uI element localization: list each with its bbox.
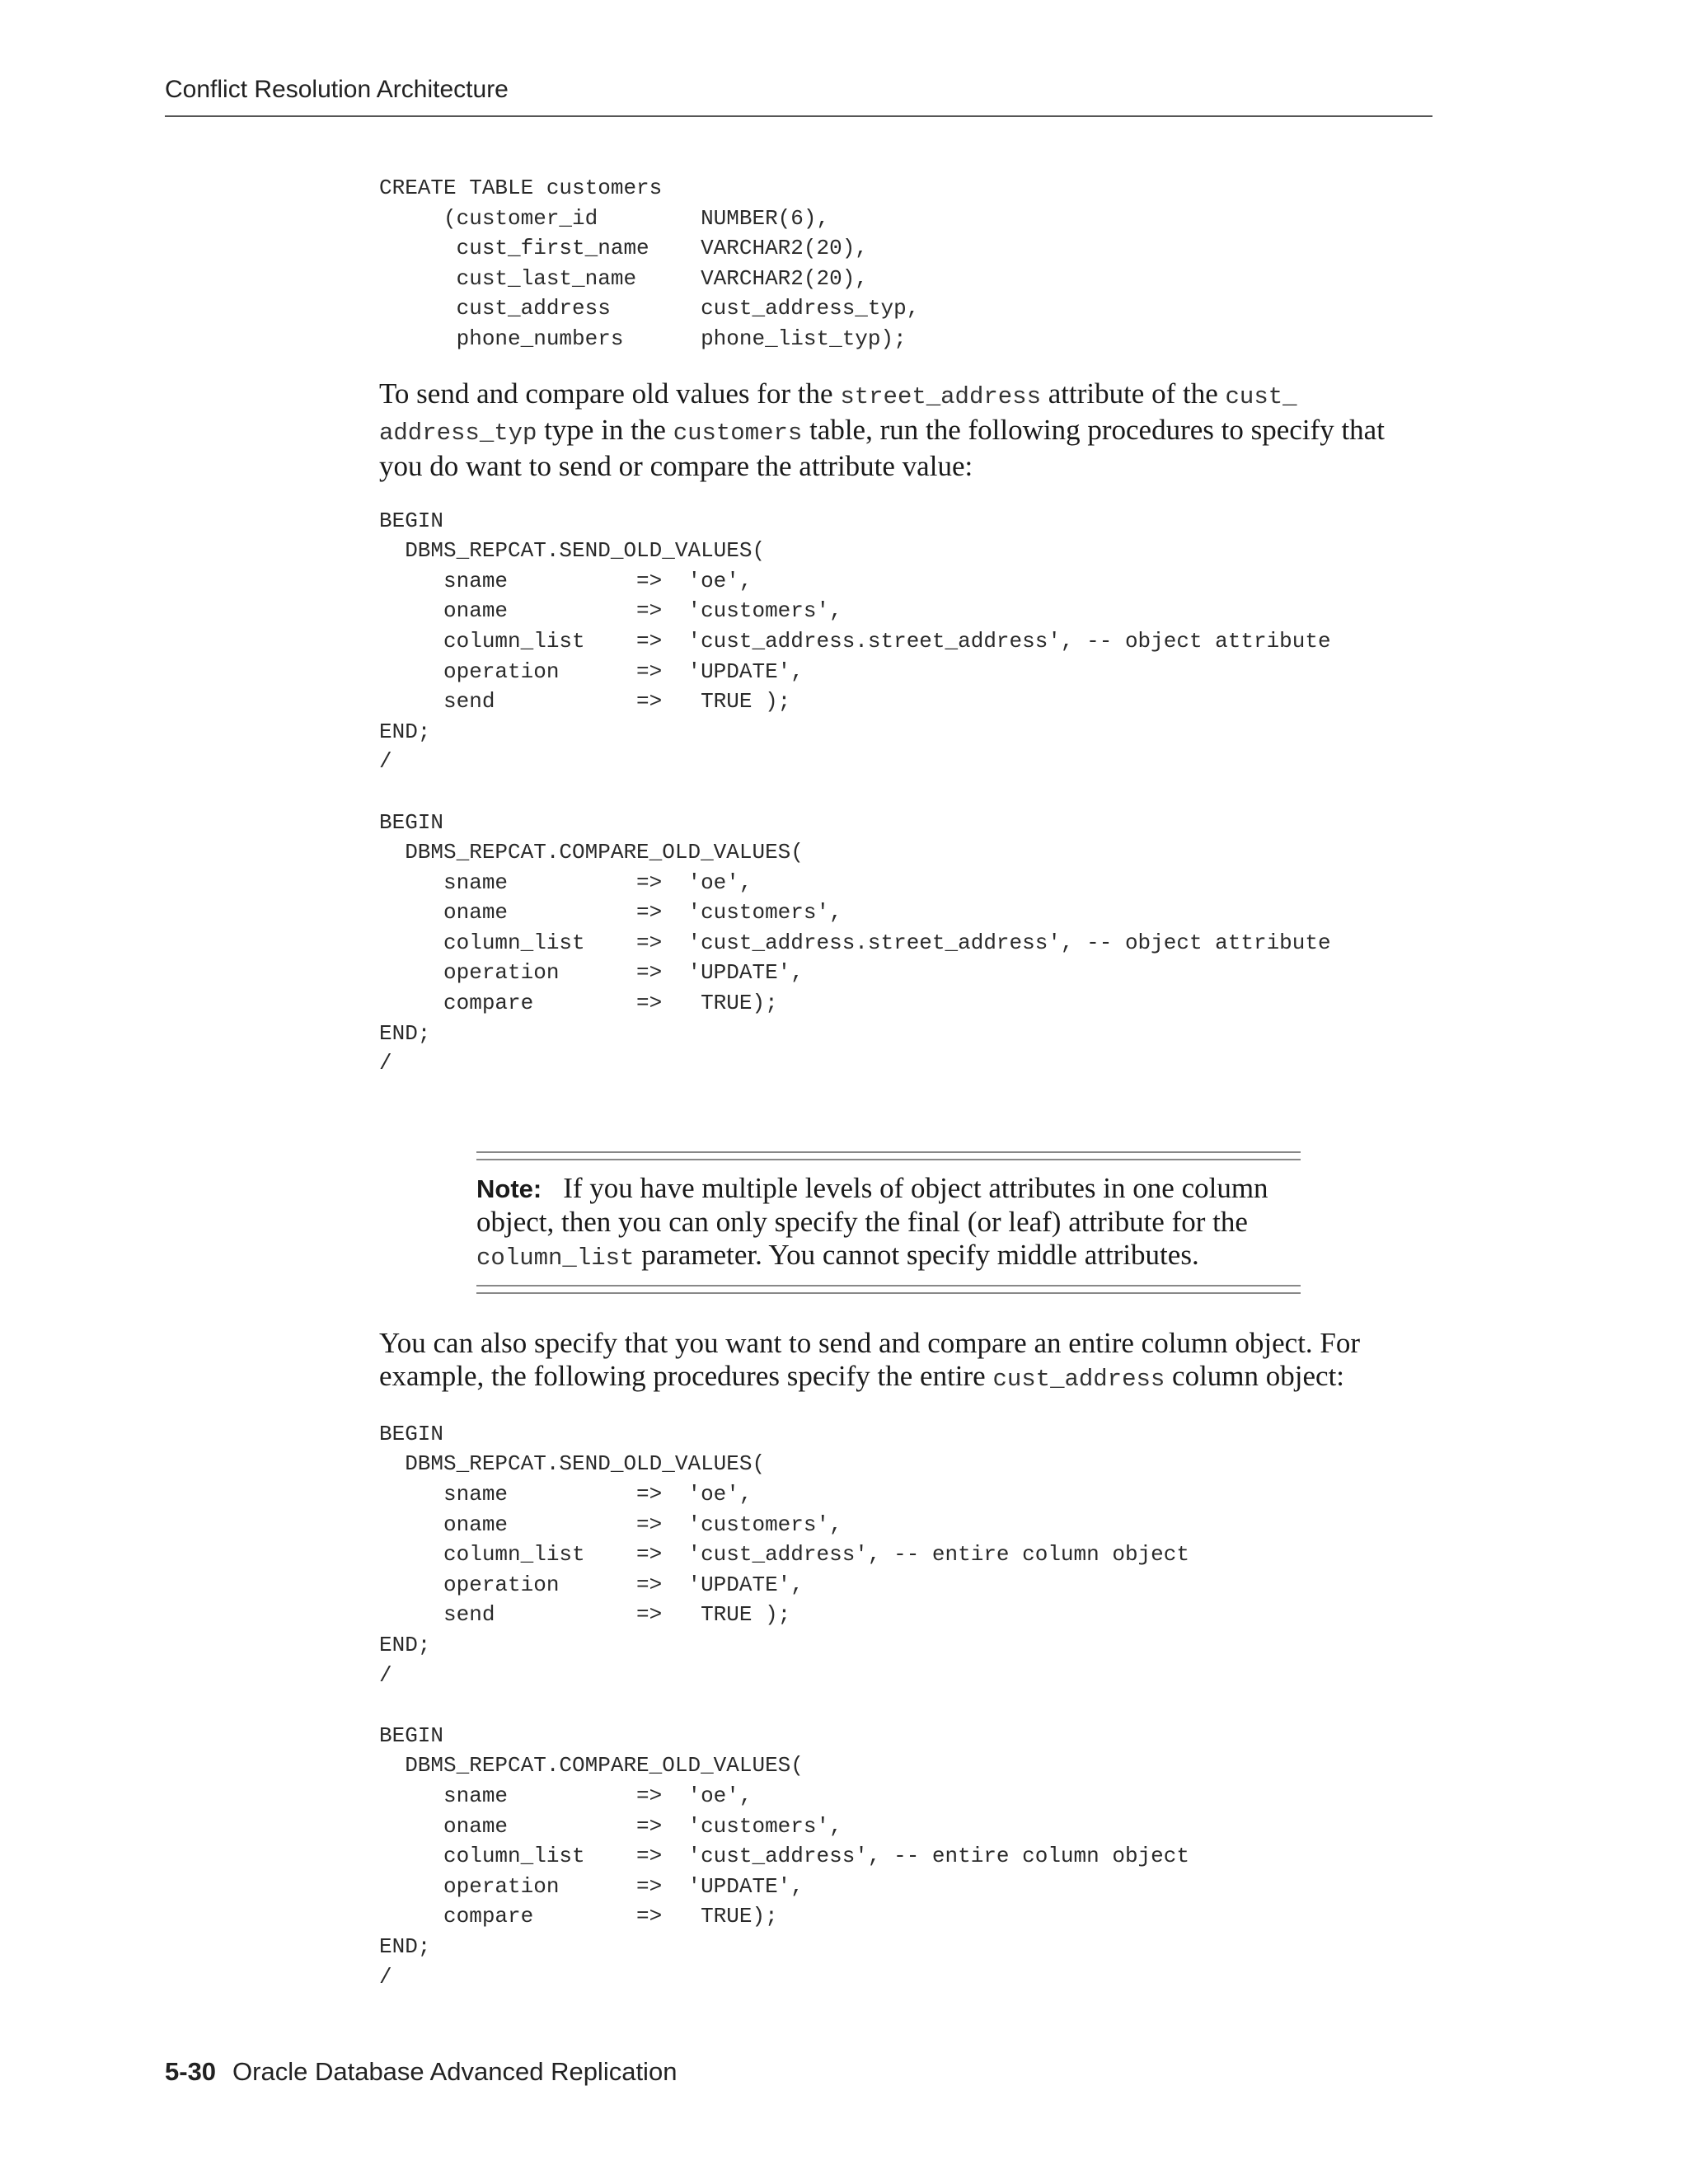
inline-code-cust-address: cust_address [992,1365,1165,1393]
paragraph-send-compare-attribute [379,377,1434,483]
note-top-rule [476,1151,1301,1160]
note-bottom-rule [476,1285,1301,1294]
inline-code-address-typ: address_typ [379,419,537,447]
inline-code-street-address: street_address [840,382,1041,410]
code-create-table: CREATE TABLE customers (customer_id NUMBER(6), cust_first_name VARCHAR2(20), cust_last_name VARCHAR2(20), cust_address cust_address_typ, phone_numbers phone_list_typ); [379,176,920,351]
book-title: Oracle Database Advanced Replication [232,2057,678,2086]
code-column-object-procedures: BEGIN DBMS_REPCAT.SEND_OLD_VALUES( sname => 'oe', oname => 'customers', column_list => 'cust_address', -- entire column object operation => 'UPDATE', send => TRUE ); END; / BEGIN DBMS_REPCAT.COMPARE_OLD_VALUES( sname => 'oe', oname => 'customers', column_list => 'cust_address', -- entire column object operation => 'UPDATE', compare => TRUE); END; / [379,1421,1189,1990]
text: attribute of the [1040,377,1226,410]
text: If you have multiple levels of object attributes in one column object, then you can only specify the final (or leaf) attribute for the [476,1171,1268,1238]
page-footer [165,2057,677,2087]
text: parameter. You cannot specify middle attributes. [634,1238,1199,1271]
note-text [476,1160,1301,1285]
note-label: Note: [476,1174,542,1203]
header-rule [165,115,1432,117]
inline-code-cust: cust_ [1225,382,1297,410]
note-box [476,1151,1301,1294]
text: type in the [537,413,673,446]
running-header: Conflict Resolution Architecture [165,76,509,103]
inline-code-column-list: column_list [476,1244,635,1272]
paragraph-entire-column-object [379,1327,1434,1396]
page-number: 5-30 [165,2057,217,2086]
text: You can also specify that you want to send and compare an entire column object. For example, the following procedures specify the entire [379,1326,1361,1392]
inline-code-customers: customers [673,419,803,447]
code-attribute-procedures: BEGIN DBMS_REPCAT.SEND_OLD_VALUES( sname => 'oe', oname => 'customers', column_list => 'cust_address.street_address', -- object attribute operation => 'UPDATE', send => TRUE ); END; / BEGIN DBMS_REPCAT.COMPARE_OLD_VALUES( sname => 'oe', oname => 'customers', column_list => 'cust_address.street_address', -- object attribute operation => 'UPDATE', compare => TRUE); END; / [379,508,1331,1076]
text: column object: [1165,1359,1345,1392]
text: table, run the following procedures to specify that you do want to send or compare the attribute value: [379,413,1385,482]
text: To send and compare old values for the [379,377,841,410]
page-content [379,173,1434,1992]
